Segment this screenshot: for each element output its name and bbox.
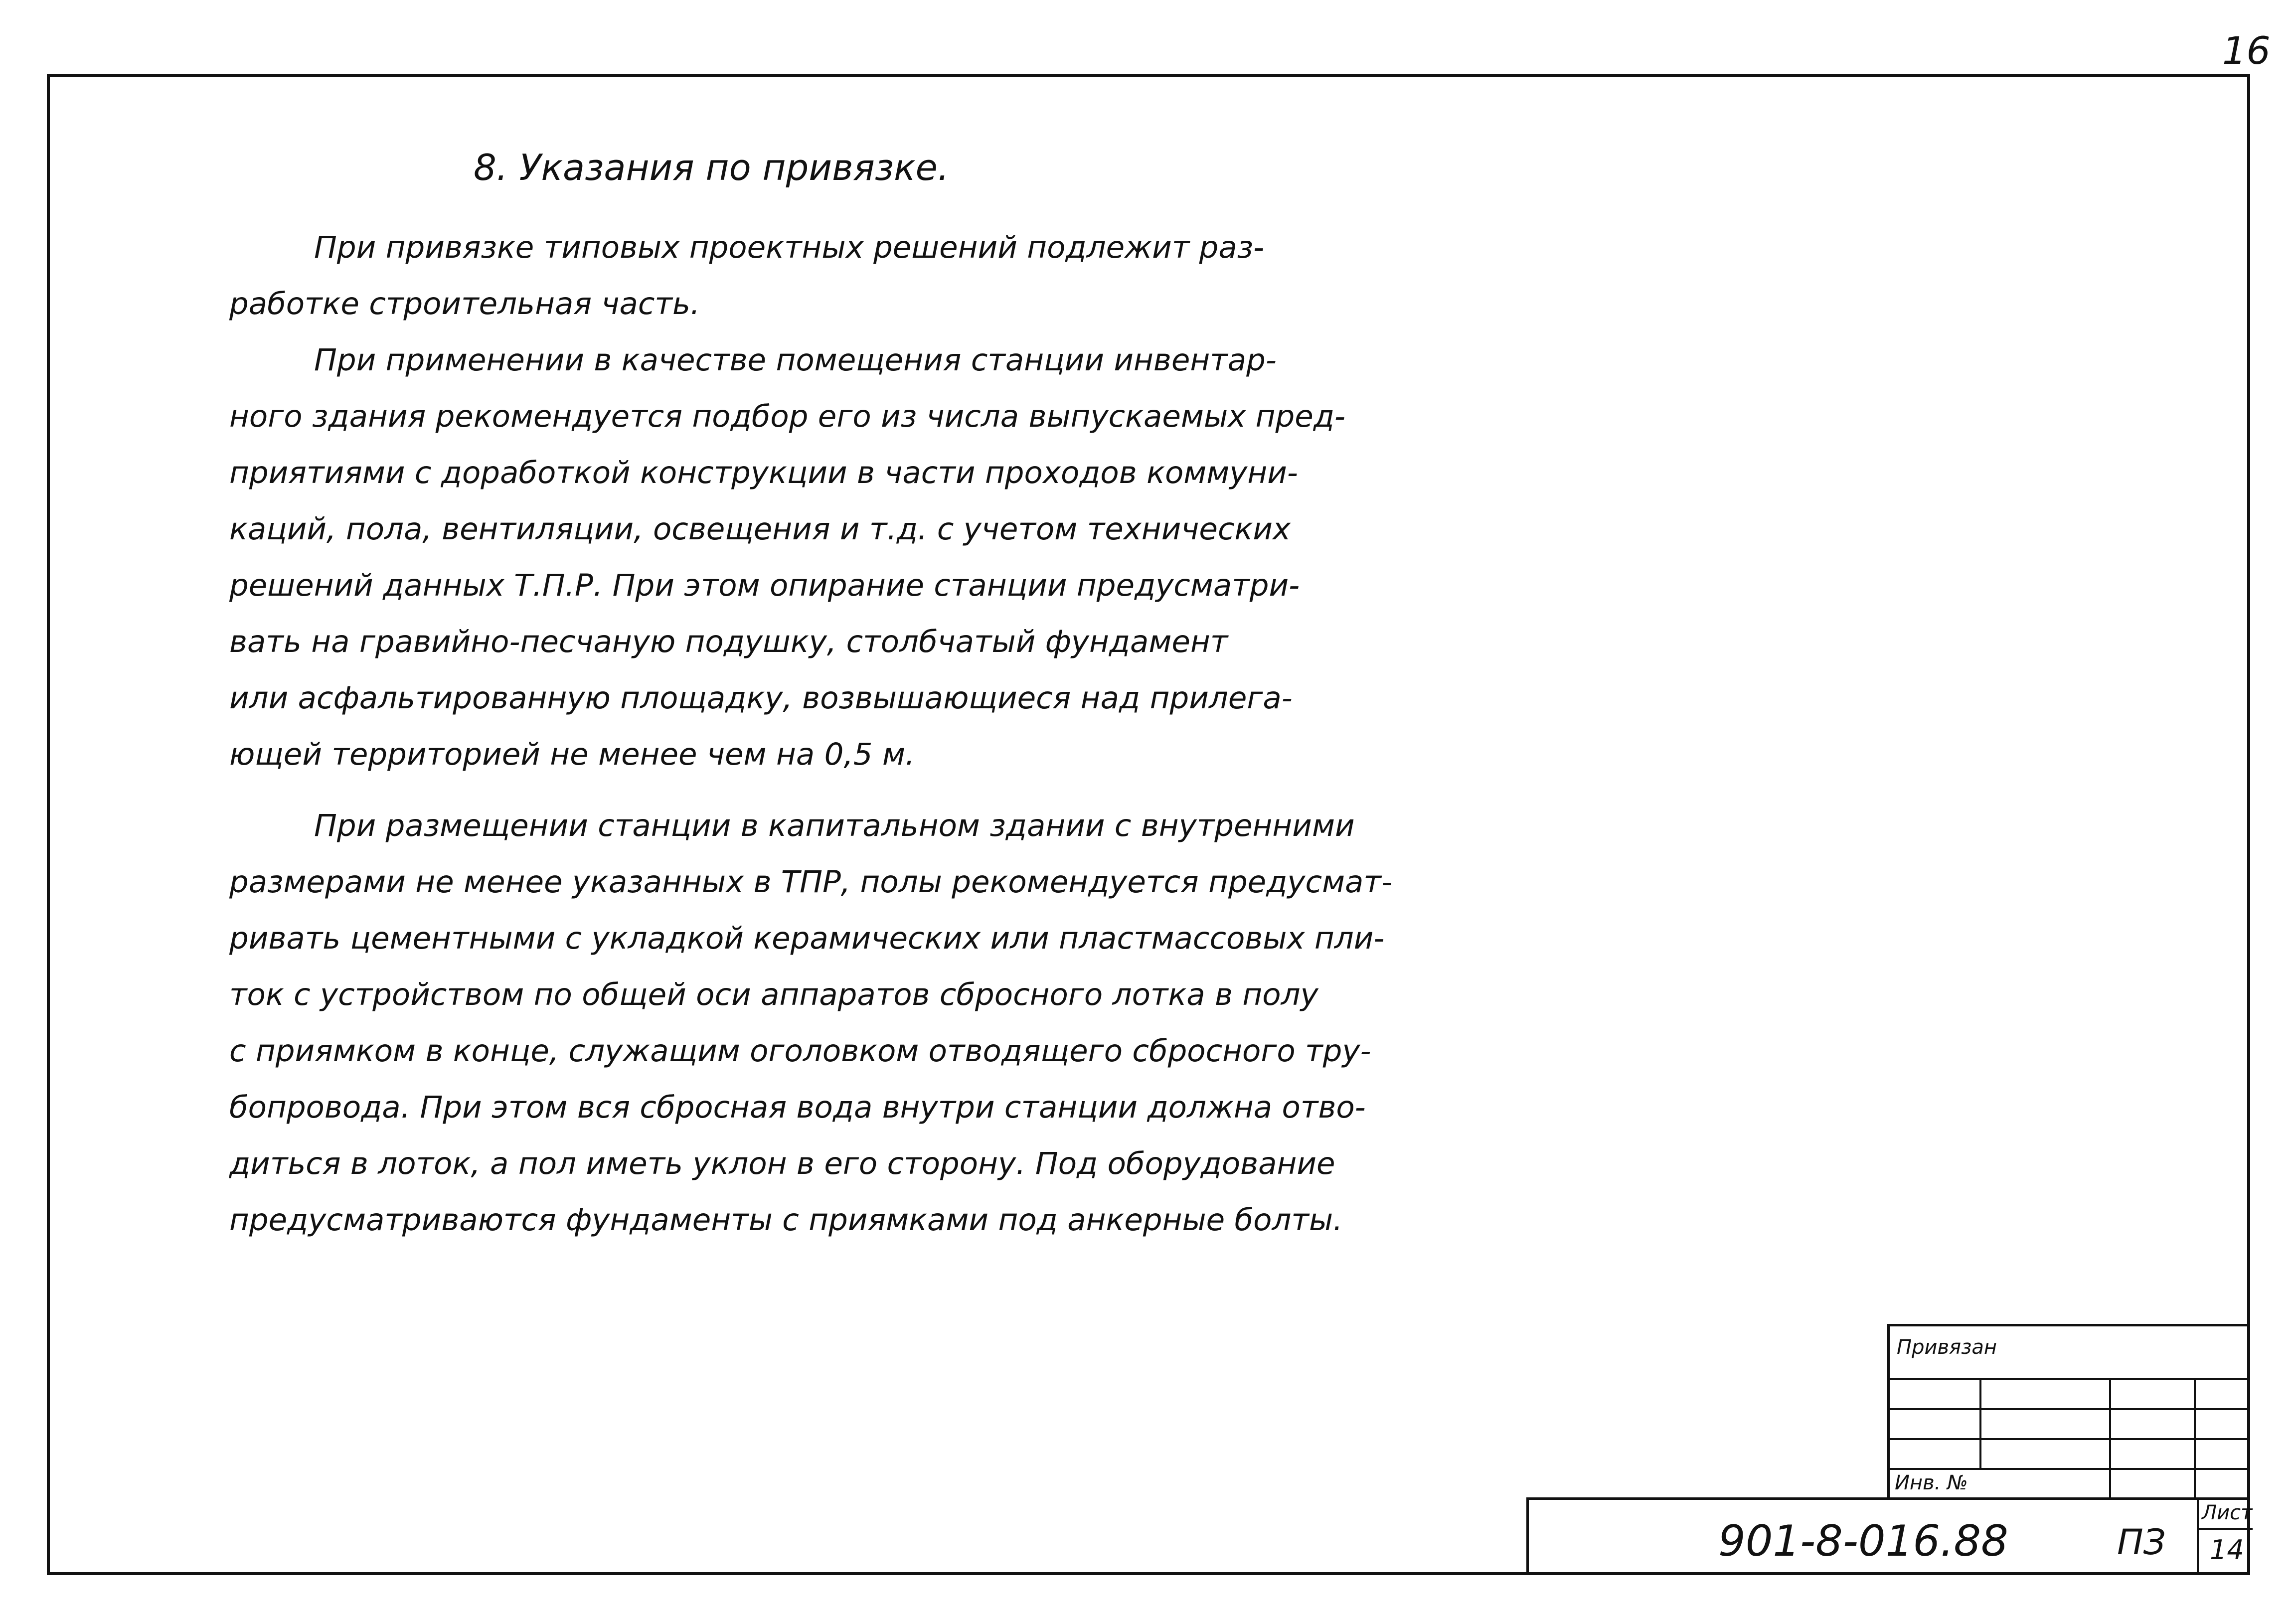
text-line: работке строительная часть. <box>229 286 700 322</box>
sheet-value: 14 <box>2210 1534 2244 1566</box>
text-line: ющей территорией не менее чем на 0,5 м. <box>229 737 915 772</box>
section-heading: 8. Указания по привязке. <box>474 147 949 188</box>
text-line: ривать цементными с укладкой керамических или пластмассовых пли- <box>229 921 1385 956</box>
sheet-label: Лист <box>2202 1501 2253 1524</box>
stamp-divider <box>1890 1378 2250 1380</box>
bound-label: Привязан <box>1897 1336 1997 1359</box>
text-line: каций, пола, вентиляции, освещения и т.д. с учетом технических <box>229 511 1291 547</box>
stamp-divider <box>1890 1408 2250 1410</box>
body-text <box>229 219 1392 1248</box>
title-block <box>1526 1497 2253 1575</box>
text-line: размерами не менее указанных в ТПР, полы рекомендуется предусмат- <box>229 864 1392 900</box>
text-line: или асфальтированную площадку, возвышающиеся над прилега- <box>229 680 1293 716</box>
stamp-divider <box>1890 1438 2250 1440</box>
text-line: диться в лоток, а пол иметь уклон в его сторону. Под оборудование <box>229 1146 1335 1181</box>
text-line: При привязке типовых проектных решений подлежит раз- <box>314 230 1265 265</box>
text-line: с приямком в конце, служащим оголовком отводящего сбросного тру- <box>229 1033 1371 1069</box>
stamp-divider <box>2109 1378 2111 1498</box>
text-line: ток с устройством по общей оси аппаратов сбросного лотка в полу <box>229 977 1318 1012</box>
stamp-divider <box>1979 1378 1981 1468</box>
text-line: бопровода. При этом вся сбросная вода внутри станции должна отво- <box>229 1090 1366 1125</box>
text-line: приятиями с доработкой конструкции в части проходов коммуни- <box>229 455 1298 490</box>
text-line: При применении в качестве помещения станции инвентар- <box>314 342 1277 378</box>
page-number: 16 <box>2222 28 2271 73</box>
stamp-divider <box>2194 1378 2196 1498</box>
document-type: ПЗ <box>2117 1522 2166 1563</box>
document-code: 901-8-016.88 <box>1718 1516 2008 1566</box>
stamp-divider <box>1890 1468 2250 1470</box>
binding-stamp <box>1887 1324 2250 1497</box>
stamp-divider <box>2199 1528 2253 1530</box>
text-line: ного здания рекомендуется подбор его из числа выпускаемых пред- <box>229 399 1345 434</box>
inventory-label: Инв. № <box>1895 1471 1968 1494</box>
text-line: решений данных Т.П.Р. При этом опирание станции предусматри- <box>229 568 1300 603</box>
sheet-cell <box>2197 1500 2253 1575</box>
text-line: вать на гравийно-песчаную подушку, столбчатый фундамент <box>229 624 1228 659</box>
text-line: При размещении станции в капитальном здании с внутренними <box>314 808 1355 843</box>
text-line: предусматриваются фундаменты с приямками под анкерные болты. <box>229 1202 1343 1238</box>
